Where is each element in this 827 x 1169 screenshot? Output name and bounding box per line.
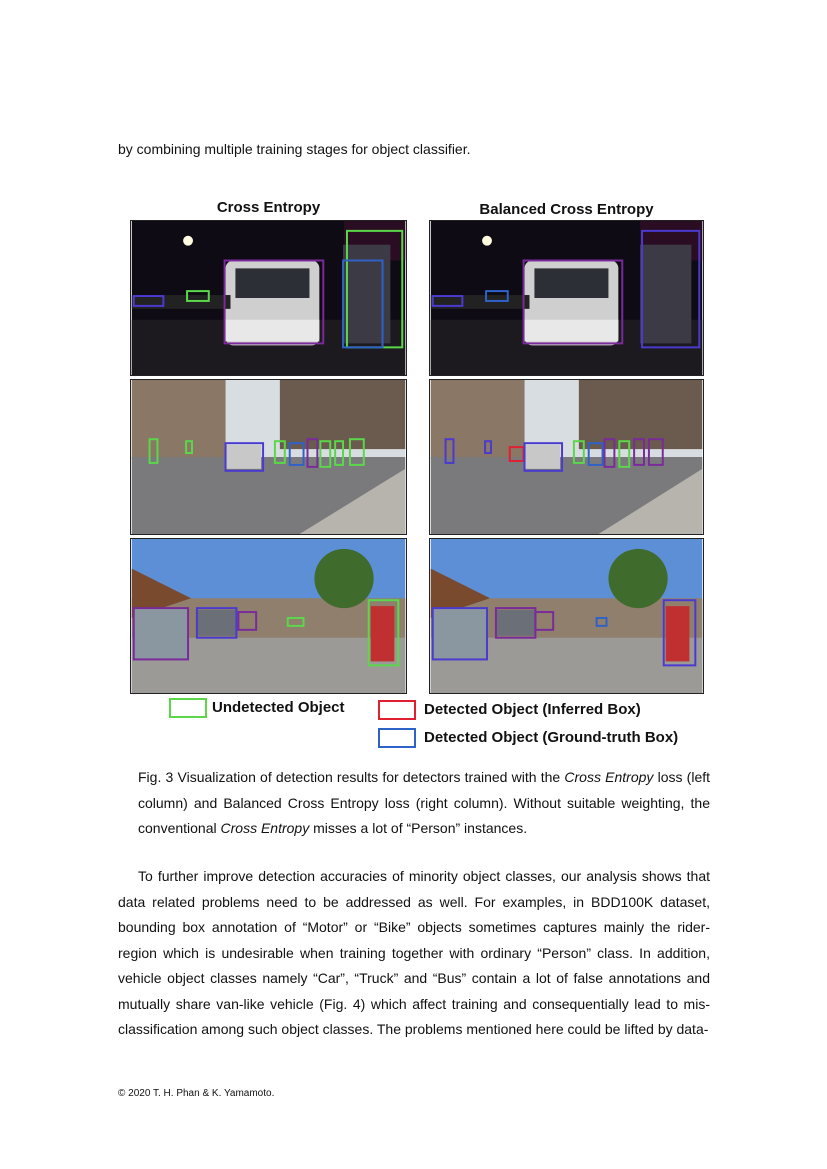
right-column-title: Balanced Cross Entropy [479,201,654,218]
sunny-scene-left-image [130,538,407,694]
night-scene-left-image [130,220,407,376]
caption-middle: loss (left column) and Balanced Cross Entropy loss (right column). Without suitable weighting, the conventional [138,769,711,836]
legend-groundtruth-label: Detected Object (Ground-truth Box) [424,729,679,746]
body-paragraph [118,864,710,1043]
figure-caption [138,765,710,842]
copyright-footer: © 2020 T. H. Phan & K. Yamamoto. [118,1088,275,1099]
legend-inferred-label: Detected Object (Inferred Box) [424,701,641,718]
caption-suffix: misses a lot of “Person” instances. [309,820,528,836]
night-scene-right-image [429,220,704,376]
legend-inferred-swatch [378,700,416,720]
street-scene-left-image [130,379,407,535]
caption-emphasis-2: Cross Entropy [220,820,310,836]
legend-undetected-label: Undetected Object [212,699,345,716]
sunny-scene-right-image [429,538,704,694]
legend-groundtruth-swatch [378,728,416,748]
legend-undetected-swatch [169,698,207,718]
left-column-title: Cross Entropy [216,199,321,216]
street-scene-right-image [429,379,704,535]
body-text-top: by combining multiple training stages for object classifier. [118,141,471,157]
body-paragraph-text: To further improve detection accuracies of minority object classes, our analysis shows that data related problems need to be addressed as well. For examples, in BDD100K dataset, bounding box annotation of “Motor” or “Bike” objects sometimes captures mainly the rider-region which is undesirable when training together with ordinary “Person” class. In addition, vehicle object classes namely “Car”, “Truck” and “Bus” contain a lot of false annotations and mutually share van-like vehicle (Fig. 4) which affect training and consequentially lead to mis-classification among such object classes. The problems mentioned here could be lifted by data- [118,868,710,1037]
caption-emphasis-1: Cross Entropy [564,769,654,785]
caption-prefix: Fig. 3 Visualization of detection results for detectors trained with the [138,769,565,785]
